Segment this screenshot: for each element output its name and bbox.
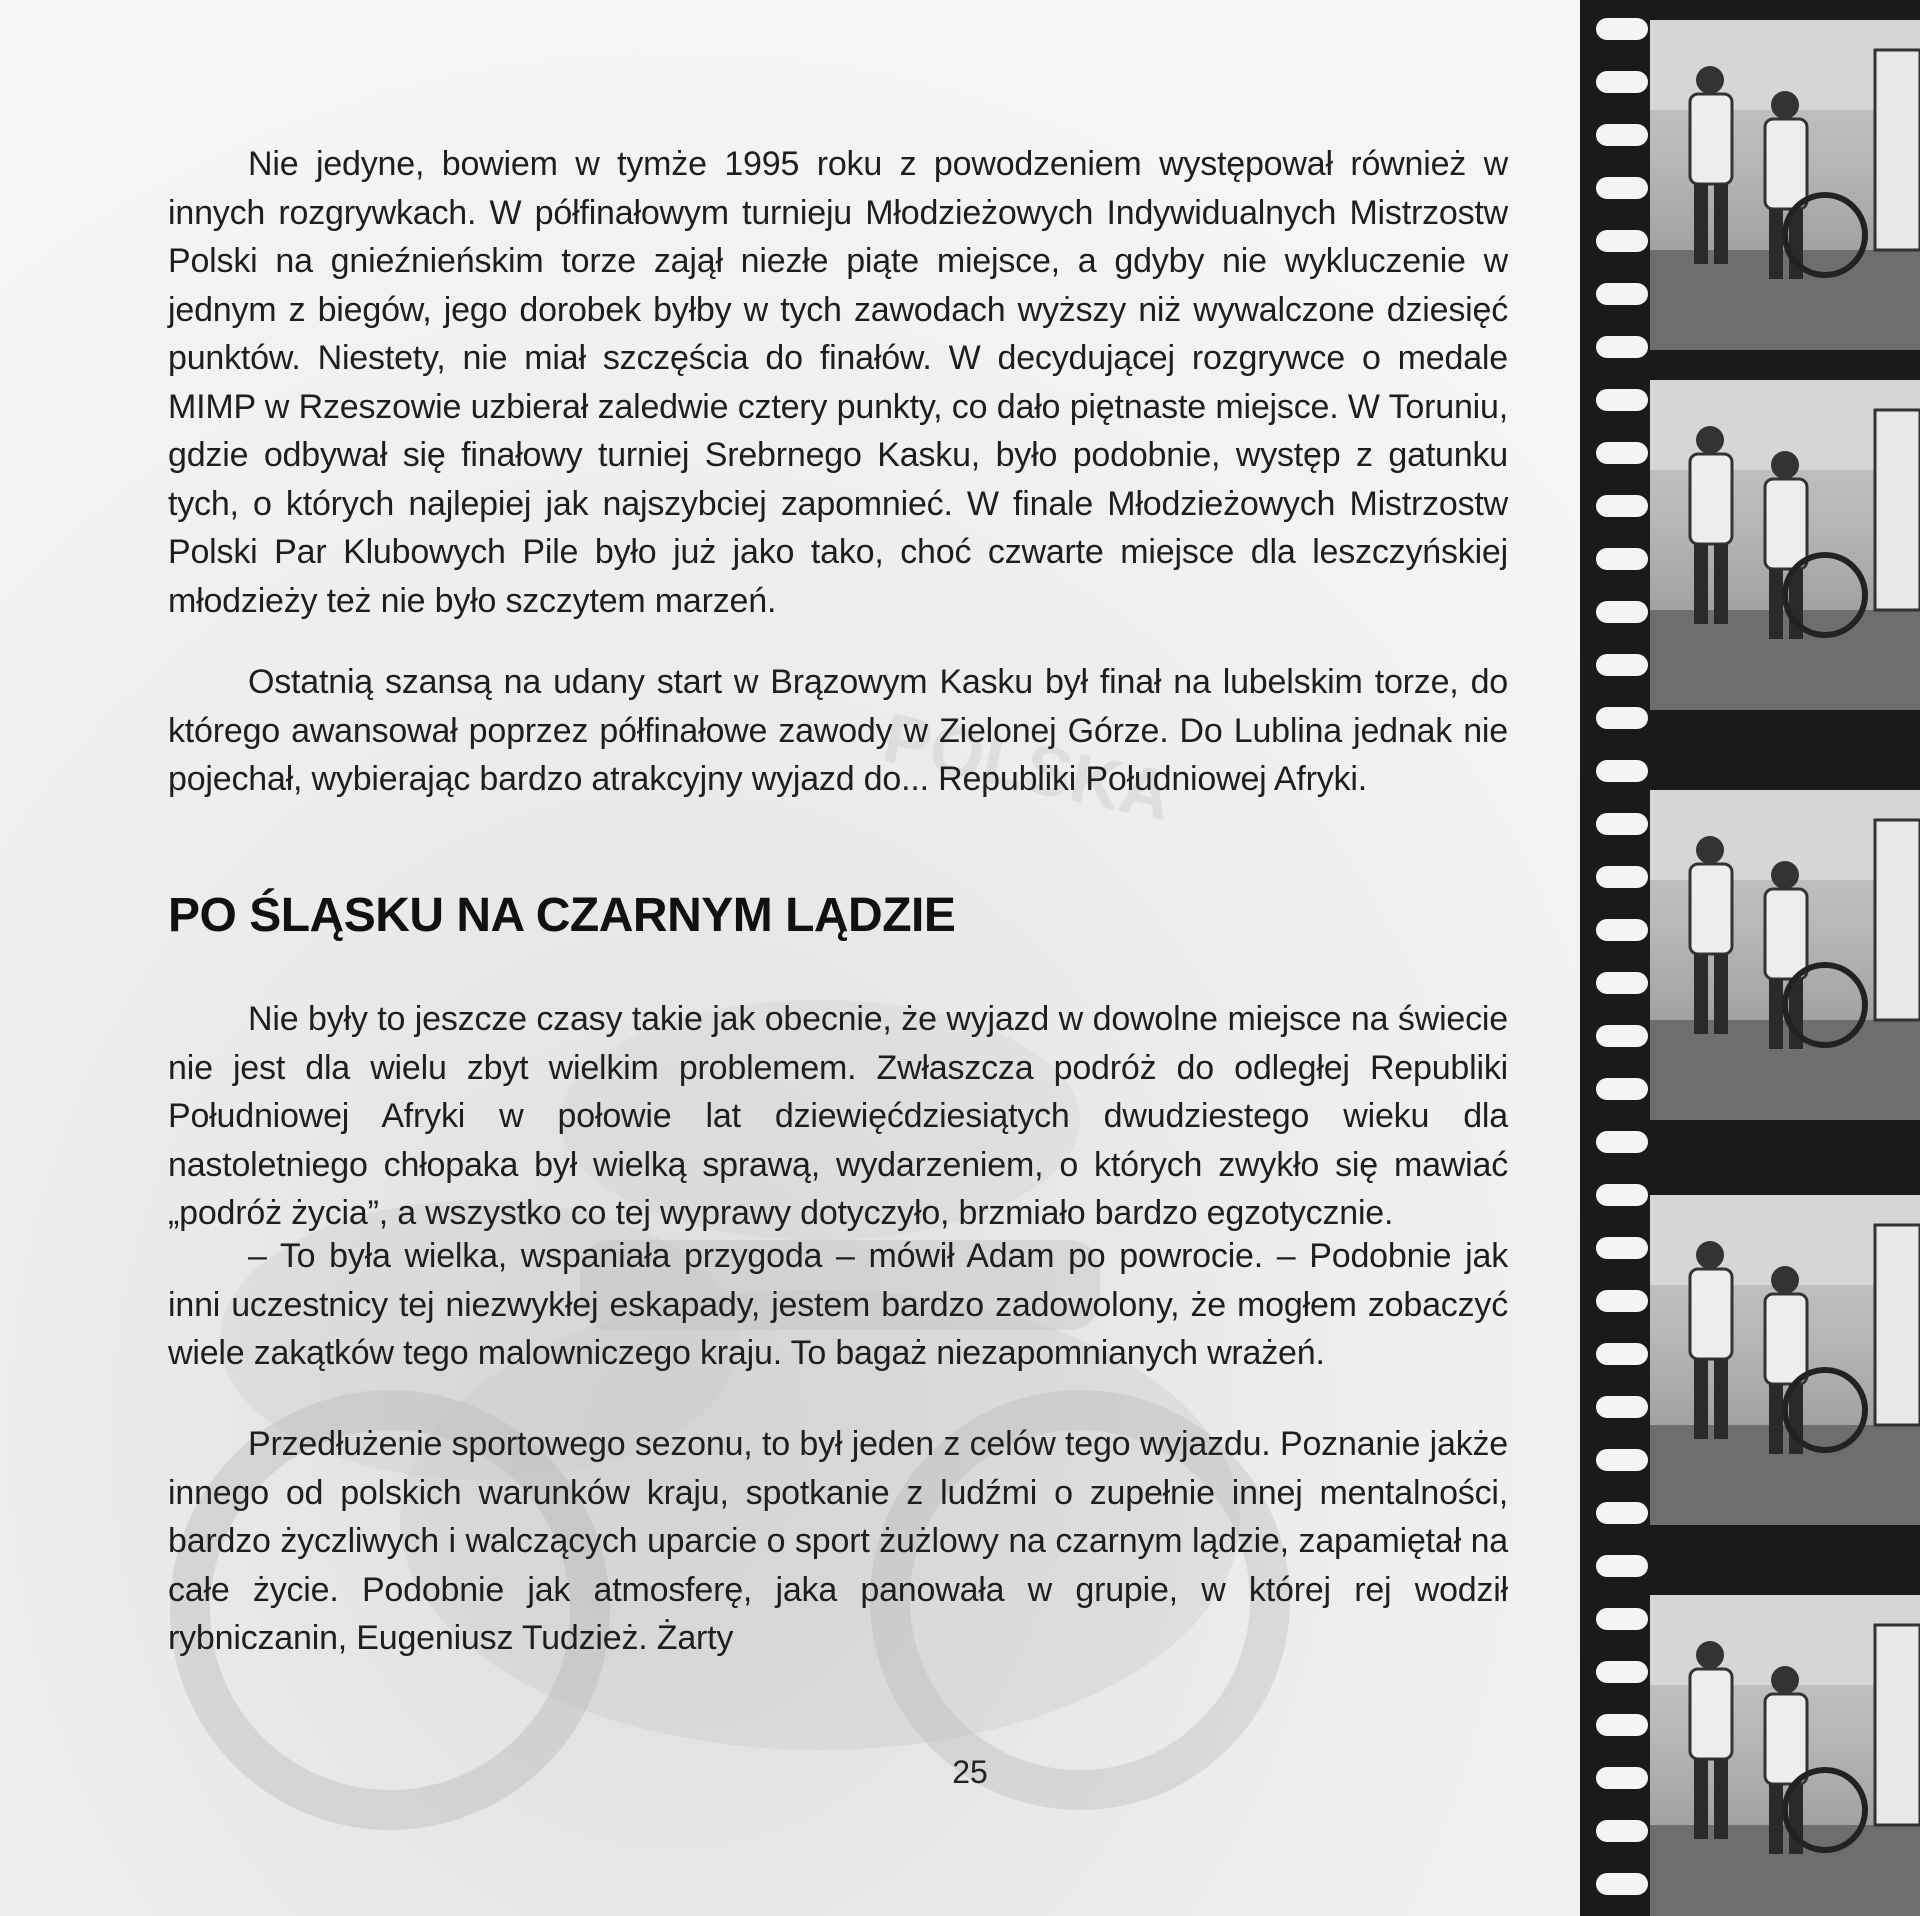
paragraph-1: Nie jedyne, bowiem w tymże 1995 roku z powodzeniem występował również w innych rozgrywkach. W półfinałowym turnieju Młodzieżowych Indywidualnych Mistrzostw Polski na gnieźnieńskim torze zajął niezłe piąte miejsce, a gdyby nie wykluczenie w jednym z biegów, jego dorobek byłby w tych zawodach wyższy niż wywalczone dziesięć punktów. Niestety, nie miał szczęścia do finałów. W decydującej rozgrywce o medale MIMP w Rzeszowie uzbierał zaledwie cztery punkty, co dało piętnaste miejsce. W Toruniu, gdzie odbywał się finałowy turniej Srebrnego Kasku, było podobnie, występ z gatunku tych, o których najlepiej jak najszybciej zapomnieć. W finale Młodzieżowych Mistrzostw Polski Par Klubowych Pile było już jako tako, choć czwarte miejsce dla leszczyńskiej młodzieży też nie było szczytem marzeń. [168, 145, 1508, 620]
sprocket-hole [1596, 1449, 1648, 1471]
sprocket-hole [1596, 1767, 1648, 1789]
paragraph-4: – To była wielka, wspaniała przygoda – mówił Adam po powrocie. – Podobnie jak inni uczestnicy tej niezwykłej eskapady, jestem bardzo zadowolony, że mogłem zobaczyć wiele zakątków tego malowniczego kraju. To bagaż niezapomnianych wrażeń. [168, 1237, 1508, 1372]
sprocket-hole [1596, 18, 1648, 40]
film-strip [1540, 0, 1920, 1916]
sprocket-hole [1596, 707, 1648, 729]
film-frame-photo [1650, 790, 1920, 1120]
paragraph-2: Ostatnią szansą na udany start w Brązowym Kasku był finał na lubelskim torze, do którego awansował poprzez półfinałowe zawody w Zielonej Górze. Do Lublina jednak nie pojechał, wybierając bardzo atrakcyjny wyjazd do... Republiki Południowej Afryki. [168, 663, 1508, 798]
sprocket-hole [1596, 1502, 1648, 1524]
sprocket-hole [1596, 389, 1648, 411]
sprocket-hole [1596, 1555, 1648, 1577]
sprocket-hole [1596, 813, 1648, 835]
sprocket-hole [1596, 283, 1648, 305]
film-frame [1650, 20, 1920, 350]
paragraph-3: Nie były to jeszcze czasy takie jak obecnie, że wyjazd w dowolne miejsce na świecie nie jest dla wielu zbyt wielkim problemem. Zwłaszcza podróż do odległej Republiki Południowej Afryki w połowie lat dziewięćdziesiątych dwudziestego wieku dla nastoletniego chłopaka był wielką sprawą, wydarzeniem, o których zwykło się mawiać „podróż życia”, a wszystko co tej wyprawy dotyczyło, brzmiało bardzo egzotycznie. [168, 1000, 1508, 1232]
sprocket-hole [1596, 177, 1648, 199]
sprocket-hole [1596, 495, 1648, 517]
sprocket-hole [1596, 1873, 1648, 1895]
sprocket-hole [1596, 336, 1648, 358]
film-frame [1650, 790, 1920, 1120]
sprocket-hole [1596, 760, 1648, 782]
sprocket-hole [1596, 1290, 1648, 1312]
sprocket-hole [1596, 230, 1648, 252]
film-frame-photo [1650, 380, 1920, 710]
sprocket-hole [1596, 866, 1648, 888]
sprocket-hole [1596, 972, 1648, 994]
paragraph-5: Przedłużenie sportowego sezonu, to był jeden z celów tego wyjazdu. Poznanie jakże innego od polskich warunków kraju, spotkanie z ludźmi o zupełnie innej mentalności, bardzo życzliwych i walczących uparcie o sport żużlowy na czarnym lądzie, zapamiętał na całe życie. Podobnie jak atmosferę, jaka panowała w grupie, w której rej wodził rybniczanin, Eugeniusz Tudzież. Żarty [168, 1425, 1508, 1657]
sprocket-hole [1596, 1078, 1648, 1100]
film-frame-photo [1650, 1195, 1920, 1525]
sprocket-hole [1596, 1714, 1648, 1736]
sprocket-hole [1596, 1343, 1648, 1365]
film-frame [1650, 380, 1920, 710]
film-frame [1650, 1195, 1920, 1525]
sprocket-hole [1596, 1661, 1648, 1683]
film-frame [1650, 1595, 1920, 1916]
sprocket-hole [1596, 1184, 1648, 1206]
background-jersey-text: POLSKA [876, 698, 1179, 836]
film-frame-photo [1650, 20, 1920, 350]
sprocket-hole [1596, 1131, 1648, 1153]
sprocket-hole [1596, 654, 1648, 676]
sprocket-hole [1596, 1025, 1648, 1047]
sprocket-hole [1596, 1237, 1648, 1259]
sprocket-hole [1596, 124, 1648, 146]
sprocket-hole [1596, 442, 1648, 464]
section-heading: PO ŚLĄSKU NA CZARNYM LĄDZIE [168, 889, 956, 942]
page-number: 25 [952, 1754, 988, 1790]
sprocket-hole [1596, 1820, 1648, 1842]
film-frame-photo [1650, 1595, 1920, 1916]
sprocket-hole [1596, 1608, 1648, 1630]
sprocket-hole [1596, 71, 1648, 93]
sprocket-hole [1596, 548, 1648, 570]
sprocket-hole [1596, 1396, 1648, 1418]
sprocket-hole [1596, 601, 1648, 623]
sprocket-hole [1596, 919, 1648, 941]
